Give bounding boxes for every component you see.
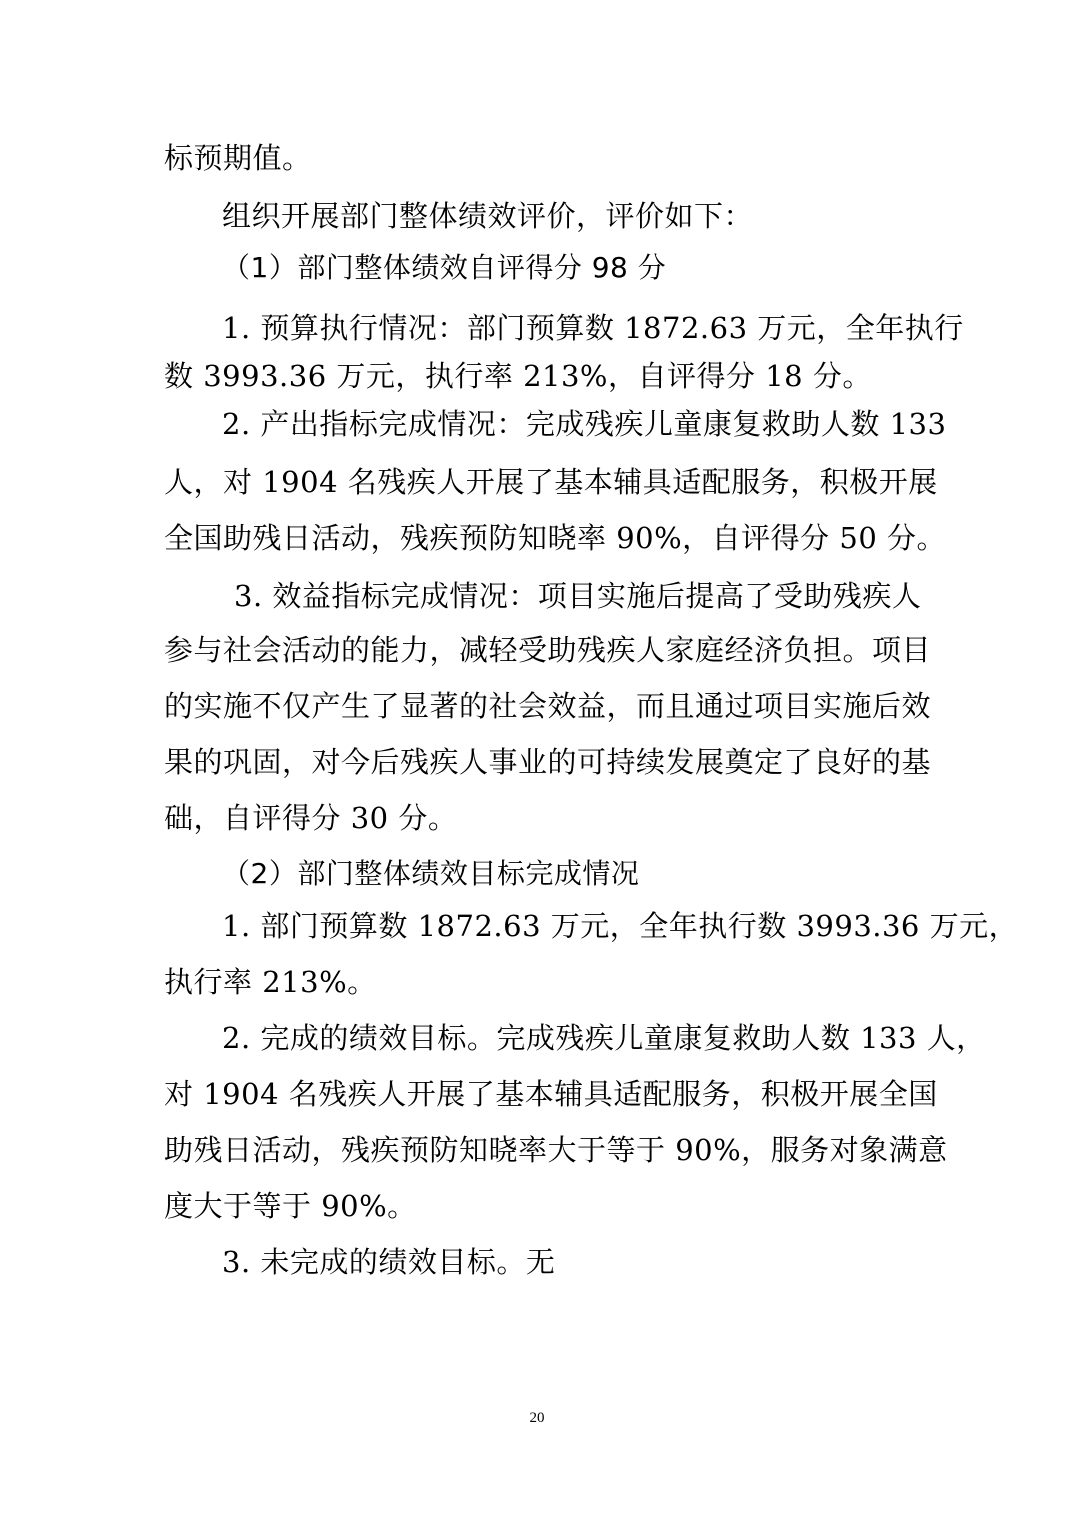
text-line: 执行率 213%。 bbox=[164, 965, 377, 999]
text-line: 3. 效益指标完成情况：项目实施后提高了受助残疾人 bbox=[234, 579, 922, 613]
text-line: 参与社会活动的能力，减轻受助残疾人家庭经济负担。项目 bbox=[164, 633, 932, 667]
text-line: 全国助残日活动，残疾预防知晓率 90%，自评得分 50 分。 bbox=[164, 521, 947, 555]
section-heading-1: （1）部门整体绩效自评得分 98 分 bbox=[222, 251, 667, 284]
text-line: 对 1904 名残疾人开展了基本辅具适配服务，积极开展全国 bbox=[164, 1077, 938, 1111]
text-line: 助残日活动，残疾预防知晓率大于等于 90%，服务对象满意 bbox=[164, 1133, 948, 1167]
text-line: 2. 完成的绩效目标。完成残疾儿童康复救助人数 133 人， bbox=[222, 1021, 986, 1055]
text-line: 1. 预算执行情况：部门预算数 1872.63 万元，全年执行 bbox=[222, 311, 964, 345]
section-heading-2: （2）部门整体绩效目标完成情况 bbox=[222, 857, 640, 890]
paragraph-intro: 组织开展部门整体绩效评价，评价如下： bbox=[222, 199, 754, 233]
page-number: 20 bbox=[529, 1410, 545, 1426]
text-line: 度大于等于 90%。 bbox=[164, 1189, 417, 1223]
text-line: 1. 部门预算数 1872.63 万元，全年执行数 3993.36 万元， bbox=[222, 909, 1019, 943]
text-line: 2. 产出指标完成情况：完成残疾儿童康复救助人数 133 bbox=[222, 407, 947, 441]
text-line: 人，对 1904 名残疾人开展了基本辅具适配服务，积极开展 bbox=[164, 465, 938, 499]
text-line: 果的巩固，对今后残疾人事业的可持续发展奠定了良好的基 bbox=[164, 745, 932, 779]
text-line: 础，自评得分 30 分。 bbox=[164, 801, 458, 835]
text-line: 标预期值。 bbox=[164, 141, 312, 175]
text-line: 数 3993.36 万元，执行率 213%，自评得分 18 分。 bbox=[164, 359, 872, 393]
text-line: 3. 未完成的绩效目标。无 bbox=[222, 1245, 556, 1279]
text-line: 的实施不仅产生了显著的社会效益，而且通过项目实施后效 bbox=[164, 689, 932, 723]
